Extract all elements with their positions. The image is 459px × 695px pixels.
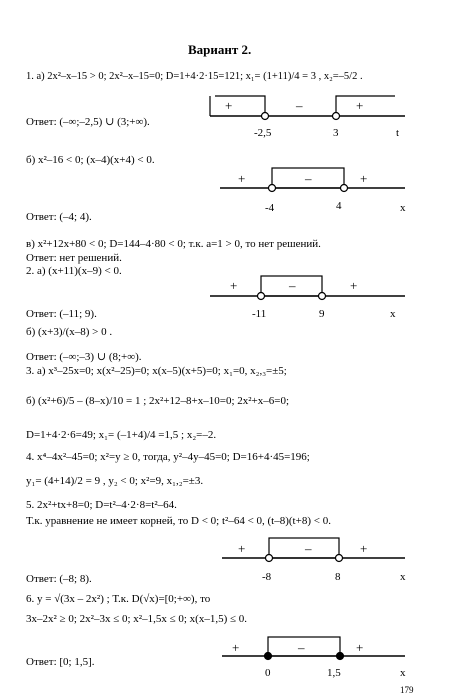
- problem-2a-text: 2. а) (x+11)(x–9) < 0.: [26, 265, 122, 277]
- problem-6-answer: Ответ: [0; 1,5].: [26, 656, 95, 668]
- number-line-2a: [210, 276, 405, 300]
- sign-plus: +: [230, 278, 238, 293]
- sign-plus: +: [360, 171, 368, 186]
- axis-variable-label: x: [400, 667, 406, 679]
- axis-point-label: -2,5: [254, 127, 272, 139]
- sign-plus: +: [232, 640, 240, 655]
- problem-6-solution: 3x–2x² ≥ 0; 2x²–3x ≤ 0; x²–1,5x ≤ 0; x(x–1,5) ≤ 0.: [26, 613, 248, 625]
- axis-point-label: 9: [319, 308, 325, 320]
- problem-2a-answer: Ответ: (–11; 9).: [26, 308, 97, 320]
- problem-5-solution: Т.к. уравнение не имеет корней, то D < 0; t²–64 < 0, (t–8)(t+8) < 0.: [26, 515, 331, 527]
- sign-minus: –: [305, 171, 312, 186]
- sign-plus: +: [238, 541, 246, 556]
- axis-variable-label: x: [390, 308, 396, 320]
- axis-point-label: -4: [265, 202, 275, 214]
- sign-minus: –: [296, 98, 303, 113]
- problem-3b-text: б) (x²+6)/5 – (8–x)/10 = 1 ; 2x²+12–8+x–10=0; 2x²+x–6=0;: [26, 395, 290, 407]
- page-number: 179: [400, 685, 414, 695]
- sign-plus: +: [356, 640, 364, 655]
- sign-minus: –: [289, 278, 296, 293]
- problem-1b-answer: Ответ: (–4; 4).: [26, 211, 92, 223]
- axis-point-label: -11: [252, 308, 267, 320]
- axis-point-label: 8: [335, 571, 341, 583]
- problem-4-solution: y₁= (4+14)/2 = 9 , y₂ < 0; x²=9, x₁,₂=±3.: [26, 475, 204, 487]
- axis-point-label: -8: [262, 571, 272, 583]
- number-line-5: [222, 538, 405, 562]
- sign-plus: +: [360, 541, 368, 556]
- problem-3b-solution: D=1+4·2·6=49; x₁= (–1+4)/4 =1,5 ; x₂=–2.: [26, 429, 217, 441]
- sign-plus: +: [225, 98, 233, 113]
- problem-1b-text: б) x²–16 < 0; (x–4)(x+4) < 0.: [26, 154, 155, 166]
- sign-plus: +: [356, 98, 364, 113]
- axis-variable-label: t: [396, 127, 400, 139]
- number-line-1b: [220, 168, 405, 192]
- problem-4-text: 4. x⁴–4x²–45=0; x²=y ≥ 0, тогда, y²–4y–45=0; D=16+4·45=196;: [26, 451, 310, 463]
- axis-variable-label: x: [400, 571, 406, 583]
- axis-point-label: 3: [333, 127, 339, 139]
- problem-1c-answer: Ответ: нет решений.: [26, 252, 122, 264]
- problem-3a-text: 3. а) x³–25x=0; x(x²–25)=0; x(x–5)(x+5)=0; x₁=0, x₂,₃=±5;: [26, 365, 287, 377]
- problem-5-text: 5. 2x²+tx+8=0; D=t²–4·2·8=t²–64.: [26, 499, 177, 511]
- problem-6-text: 6. y = √(3x – 2x²) ; Т.к. D(√x)=[0;+∞), то: [26, 593, 211, 605]
- sign-minus: –: [305, 541, 312, 556]
- sign-minus: –: [298, 640, 305, 655]
- page-title: Вариант 2.: [188, 42, 252, 57]
- number-line-1a: [210, 96, 405, 120]
- axis-point-label: 4: [336, 200, 342, 212]
- problem-5-answer: Ответ: (–8; 8).: [26, 573, 92, 585]
- axis-variable-label: x: [400, 202, 406, 214]
- axis-point-label: 0: [265, 667, 271, 679]
- sign-plus: +: [238, 171, 246, 186]
- problem-2b-text: б) (x+3)/(x–8) > 0 .: [26, 326, 113, 338]
- axis-point-label: 1,5: [327, 667, 341, 679]
- sign-plus: +: [350, 278, 358, 293]
- problem-2b-answer: Ответ: (–∞;–3) ∪ (8;+∞).: [26, 351, 142, 363]
- problem-1c-text: в) x²+12x+80 < 0; D=144–4·80 < 0; т.к. a=1 > 0, то нет решений.: [26, 238, 321, 250]
- problem-1a-text: 1. а) 2x²–x–15 > 0; 2x²–x–15=0; D=1+4·2·15=121; x₁= (1+11)/4 = 3 , x₂=–5/2 .: [26, 71, 363, 82]
- problem-1a-answer: Ответ: (–∞;–2,5) ∪ (3;+∞).: [26, 116, 150, 128]
- number-line-6: [222, 637, 405, 660]
